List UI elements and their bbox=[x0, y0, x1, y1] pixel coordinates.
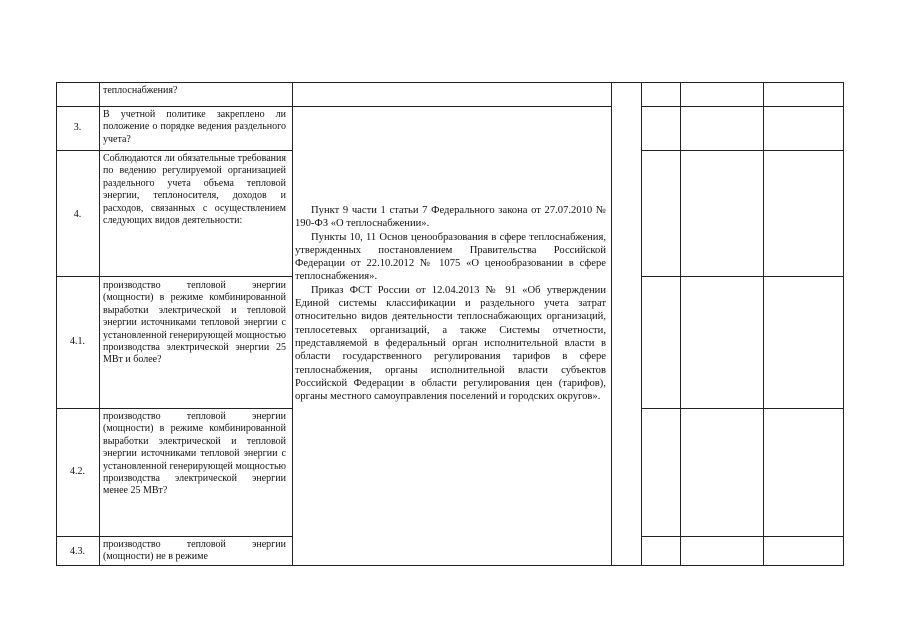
grid-line bbox=[292, 82, 293, 566]
row-number: 4.2. bbox=[70, 466, 85, 477]
question-text: производство тепловой энергии (мощности) в режиме комбинированной выработки электрической и тепловой энергии источниками тепловой энергии с установленной генерирующей мощностью производства электрической энергии менее 25 МВт? bbox=[103, 411, 286, 497]
grid-line bbox=[641, 536, 844, 537]
grid-line bbox=[56, 106, 611, 107]
grid-line bbox=[611, 82, 612, 566]
grid-line bbox=[641, 276, 844, 277]
question-text: Соблюдаются ли обязательные требования по ведению регулируемой организацией раздельного учета объема тепловой энергии, теплоносителя, доходов и расходов, связанных с осуществлением следующих видов деятельности: bbox=[103, 153, 286, 227]
question-text: В учетной политике закреплено ли положение о порядке ведения раздельного учета? bbox=[103, 109, 286, 145]
grid-line bbox=[56, 82, 844, 83]
question-text: производство тепловой энергии (мощности) в режиме комбинированной выработки электрической и тепловой энергии источниками тепловой энергии с установленной генерирующей мощностью производства электрической энергии 25 МВт и более? bbox=[103, 280, 286, 366]
row-number: 4.1. bbox=[70, 336, 85, 347]
row-number: 4.3. bbox=[70, 546, 85, 557]
grid-line bbox=[641, 106, 844, 107]
grid-line bbox=[56, 536, 292, 537]
legal-basis-paragraph: Приказ ФСТ России от 12.04.2013 № 91 «Об утверждении Единой системы классификации и раздельного учета затрат относительно видов деятельности теплоснабжающих организаций, теплосетевых организаций, а также Системы отчетности, представляемой в федеральный орган исполнительной власти в области государственного регулирования тарифов в сфере теплоснабжения, органы исполнительной власти субъектов Российской Федерации в области регулирования цен (тарифов), органы местного самоуправления поселений и городских округов». bbox=[295, 284, 606, 403]
grid-line bbox=[641, 150, 844, 151]
grid-line bbox=[56, 276, 292, 277]
legal-basis-paragraph: Пункт 9 части 1 статьи 7 Федерального закона от 27.07.2010 № 190-ФЗ «О теплоснабжении». bbox=[295, 205, 606, 230]
grid-line bbox=[843, 82, 844, 566]
grid-line bbox=[56, 150, 292, 151]
row-number: 4. bbox=[73, 209, 82, 220]
question-text: производство тепловой энергии (мощности) не в режиме bbox=[103, 539, 286, 563]
grid-line bbox=[641, 82, 642, 566]
grid-line bbox=[99, 82, 100, 566]
question-text: теплоснабжения? bbox=[103, 85, 178, 96]
grid-line bbox=[763, 82, 764, 566]
grid-line bbox=[56, 408, 292, 409]
legal-basis-paragraph: Пункты 10, 11 Основ ценообразования в сфере теплоснабжения, утвержденных постановлением Правительства Российской Федерации от 22.10.2012 № 1075 «О ценообразовании в сфере теплоснабжения». bbox=[295, 231, 606, 283]
grid-line bbox=[56, 82, 57, 566]
grid-line bbox=[641, 408, 844, 409]
legal-basis-cell bbox=[295, 204, 606, 403]
grid-line bbox=[680, 82, 681, 566]
checklist-table bbox=[56, 82, 844, 566]
grid-line bbox=[56, 565, 844, 566]
row-number: 3. bbox=[73, 122, 82, 133]
